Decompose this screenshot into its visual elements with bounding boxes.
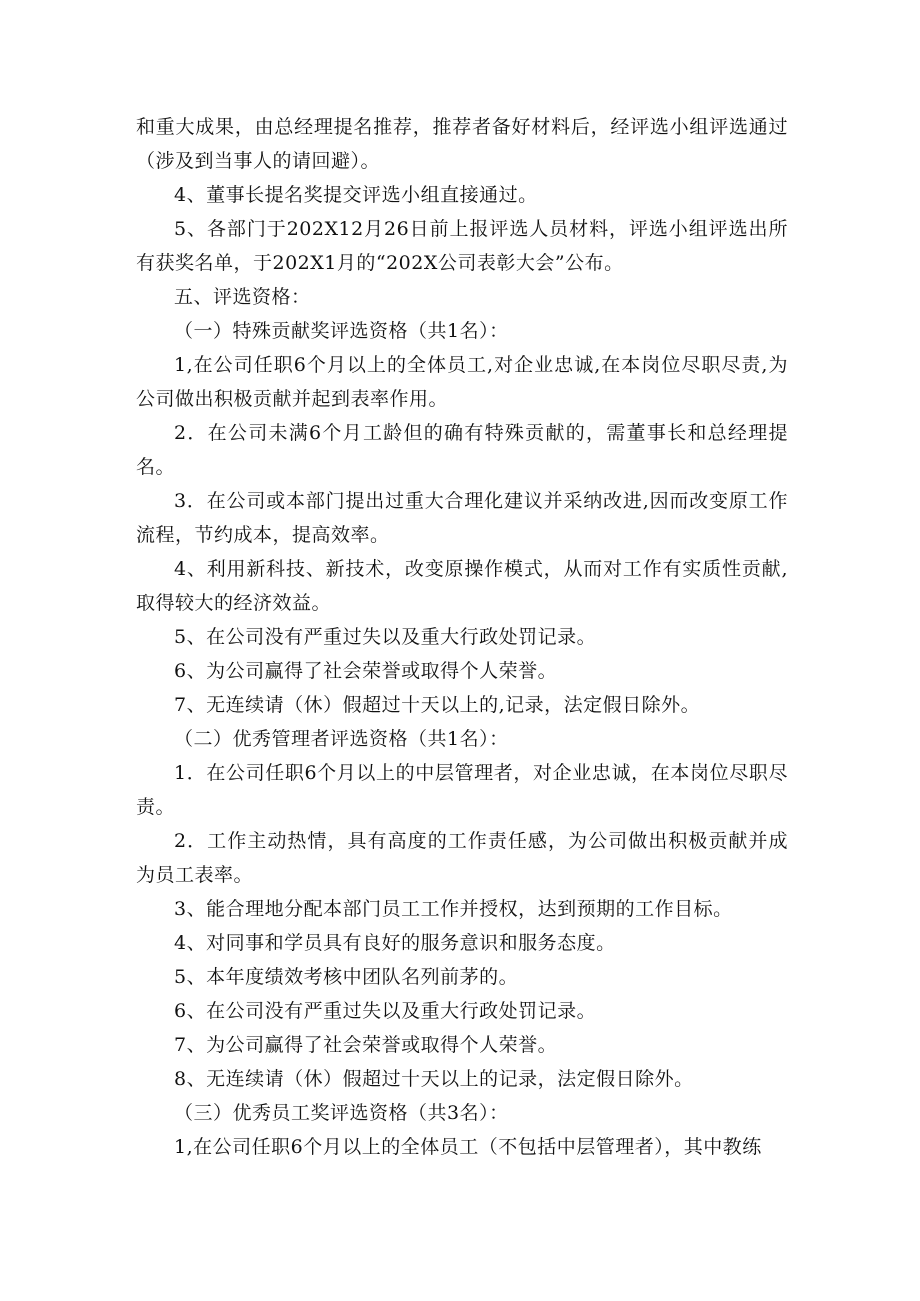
subheading-excellent-manager: （二）优秀管理者评选资格（共1名）： (174, 728, 509, 750)
paragraph-manager-2: 2．工作主动热情，具有高度的工作责任感，为公司做出积极贡献并成为员工表率。 (136, 830, 788, 886)
paragraph-special-7: 7、无连续请（休）假超过十天以上的,记录，法定假日除外。 (174, 694, 701, 716)
paragraph-manager-8: 8、无连续请（休）假超过十天以上的记录，法定假日除外。 (174, 1068, 694, 1090)
paragraph-continuation: 和重大成果，由总经理提名推荐，推荐者备好材料后，经评选小组评选通过（涉及到当事人的请回避）。 (136, 116, 788, 172)
paragraph-item-4: 4、董事长提名奖提交评选小组直接通过。 (174, 184, 538, 206)
paragraph-special-6: 6、为公司赢得了社会荣誉或取得个人荣誉。 (174, 660, 558, 682)
paragraph-special-3: 3．在公司或本部门提出过重大合理化建议并采纳改进,因而改变原工作流程，节约成本，提高效率。 (136, 490, 788, 546)
paragraph-manager-7: 7、为公司赢得了社会荣誉或取得个人荣誉。 (174, 1034, 558, 1056)
paragraph-special-2: 2．在公司未满6个月工龄但的确有特殊贡献的，需董事长和总经理提名。 (136, 422, 788, 478)
paragraph-special-4: 4、利用新科技、新技术，改变原操作模式，从而对工作有实质性贡献,取得较大的经济效益。 (136, 558, 788, 614)
paragraph-manager-5: 5、本年度绩效考核中团队名列前茅的。 (174, 966, 519, 988)
subheading-special-contribution: （一）特殊贡献奖评选资格（共1名）： (174, 320, 509, 342)
paragraph-manager-4: 4、对同事和学员具有良好的服务意识和服务态度。 (174, 932, 616, 954)
paragraph-special-5: 5、在公司没有严重过失以及重大行政处罚记录。 (174, 626, 597, 648)
paragraph-manager-3: 3、能合理地分配本部门员工工作并授权，达到预期的工作目标。 (174, 898, 733, 920)
paragraph-item-5: 5、各部门于202X12月26日前上报评选人员材料，评选小组评选出所有获奖名单，于202X1月的“202X公司表彰大会”公布。 (136, 218, 788, 274)
paragraph-manager-1: 1．在公司任职6个月以上的中层管理者，对企业忠诚，在本岗位尽职尽责。 (136, 762, 788, 818)
paragraph-manager-6: 6、在公司没有严重过失以及重大行政处罚记录。 (174, 1000, 597, 1022)
subheading-excellent-employee: （三）优秀员工奖评选资格（共3名）： (174, 1102, 509, 1124)
paragraph-employee-1: 1,在公司任职6个月以上的全体员工（不包括中层管理者），其中教练 (174, 1136, 762, 1158)
paragraph-special-1: 1,在公司任职6个月以上的全体员工,对企业忠诚,在本岗位尽职尽责,为公司做出积极贡献并起到表率作用。 (136, 354, 788, 410)
section-heading-qualifications: 五、评选资格： (174, 286, 311, 308)
